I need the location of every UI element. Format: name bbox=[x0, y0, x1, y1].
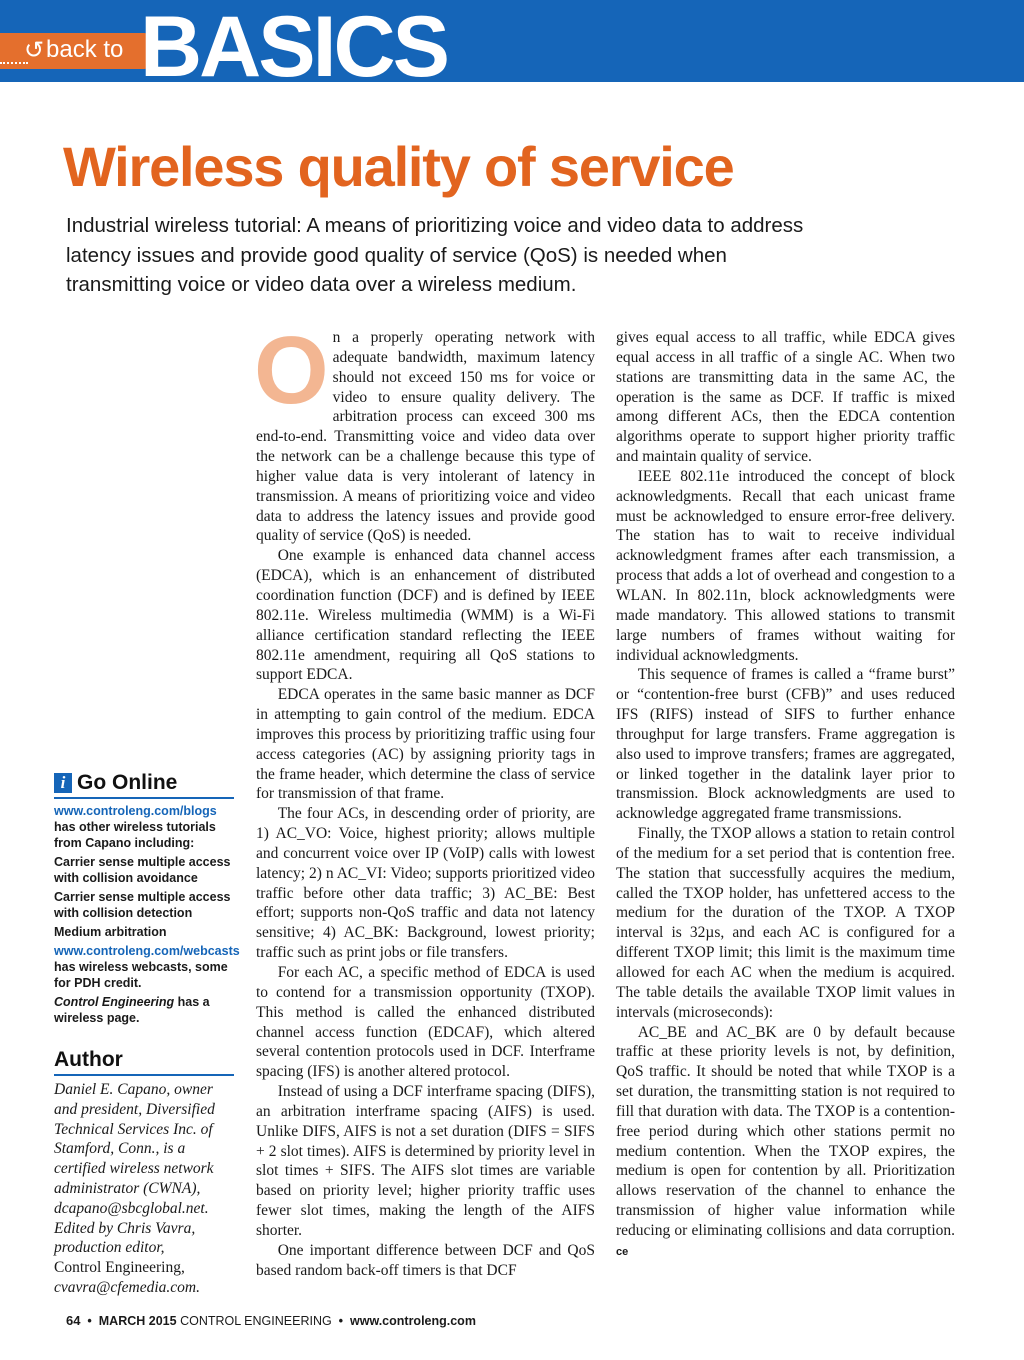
paragraph: On a properly operating network with adequate bandwidth, maximum latency should not exceed 150 ms for voice or video to ensure quality delivery. The arbitration process can exceed 300 ms end-to-end. Transmitting voice and video data over the network can be a challenge because this type of higher value data is very intolerant of latency in transmission. A means of prioritizing voice and video data to address the latency issues and provide good quality of service (QoS) is needed. bbox=[254, 317, 595, 545]
paragraph: AC_BE and AC_BK are 0 by default because traffic at these priority levels is not, by definition, QoS traffic. It should be noted that while TXOP is a set duration, the transmitting station is not required to fill that duration with data. The TXOP is a contention-free period during which other stations permit no medium contention. When the TXOP expires, the medium is open for contention by all. Prioritization allows reservation of the channel to enhance the transmission of higher value information while reducing or eliminating collisions and data corruption. ce bbox=[616, 1023, 955, 1258]
go-online-text-3 bbox=[54, 994, 234, 1026]
back-to-label: back to bbox=[46, 36, 124, 63]
info-icon: i bbox=[54, 773, 72, 793]
author-heading: Author bbox=[54, 1047, 234, 1076]
paragraph: One important difference between DCF and QoS based random back-off timers is that DCF bbox=[256, 1241, 595, 1279]
page-number: 64 bbox=[66, 1313, 81, 1328]
paragraph: EDCA operates in the same basic manner as DCF in attempting to gain control of the medium. EDCA improves this process by prioritizing traffic using four access categories (AC) by assigning priority tags in the frame header, which determine the class of service for transmission of that frame. bbox=[256, 686, 595, 803]
end-mark: ce bbox=[616, 1245, 629, 1258]
article-deck: Industrial wireless tutorial: A means of prioritizing voice and video data to address latency issues and provide good quality of service (QoS) is needed when transmitting voice or video data over a wireless medium. bbox=[66, 214, 804, 296]
bullet-separator: • bbox=[335, 1314, 347, 1328]
go-online-box bbox=[54, 770, 240, 1029]
go-online-text-1: has other wireless tutorials from Capano including: bbox=[54, 820, 216, 850]
go-online-item-2: Carrier sense multiple access with collision detection bbox=[54, 890, 231, 920]
paragraph: This sequence of frames is called a “frame burst” or “contention-free burst (CFB)” and uses reduced IFS (RIFS) instead of SIFS to further enhance throughput for large transfers. Frame aggregation is also used to improve transfers; frames are aggregated, or linked together in the datalink layer prior to transmission. Block acknowledgments are used to acknowledge aggregated frame transmissions. bbox=[616, 666, 955, 823]
back-to-button[interactable] bbox=[0, 33, 150, 69]
publication-name: CONTROL ENGINEERING bbox=[180, 1314, 332, 1328]
back-arrow-icon: ↺ bbox=[24, 36, 45, 64]
article-headline: Wireless quality of service bbox=[63, 135, 734, 198]
bullet-separator: • bbox=[83, 1314, 96, 1328]
paragraph: Instead of using a DCF interframe spacing (DIFS), an arbitration interframe spacing (AIFS) is used. Unlike DIFS, AIFS is not a set duration (DIFS = SIFS + 2 slot times). AIFS is determined by priority level in slot times + SIFS. The AIFS slot times are variable based on priority level; higher priority traffic uses fewer slot times, making the length of the AIFS shorter. bbox=[256, 1083, 595, 1239]
issue-date: MARCH 2015 bbox=[98, 1314, 177, 1328]
paragraph: IEEE 802.11e introduced the concept of block acknowledgments. Recall that each unicast frame must be acknowledged to ensure error-free delivery. The station has to wait to receive individual acknowledgment frames after each transmission, a process that adds a lot of overhead and congestion to a WLAN. In 802.11n, block acknowledgments were made mandatory. This allowed stations to transmit large numbers of frames without waiting for individual acknowledgments. bbox=[616, 467, 955, 664]
wireless-page-text: has a wireless page. bbox=[54, 995, 210, 1025]
author-bio bbox=[54, 1080, 234, 1298]
website-link[interactable]: www.controleng.com bbox=[350, 1314, 476, 1328]
article-column-1 bbox=[254, 317, 595, 1281]
author-line-4: cvavra@cfemedia.com. bbox=[54, 1278, 200, 1296]
webcasts-link[interactable]: www.controleng.com/webcasts bbox=[54, 944, 240, 958]
author-line-1: Daniel E. Capano, owner and president, Diversified Technical Services Inc. of Stamford, Conn., is a certified wireless network administrator (CWNA), dcapano@sbcglobal.net. bbox=[54, 1081, 215, 1217]
go-online-item-1: Carrier sense multiple access with collision avoidance bbox=[54, 855, 231, 885]
publication-name: Control Engineering bbox=[54, 995, 175, 1009]
paragraph: gives equal access to all traffic, while EDCA gives equal access in all traffic of a single AC. When two stations are transmitting data in the same AC, the operation is the same as DCF. If traffic is mixed among different ACs, then the EDCA contention algorithms operate to support higher priority traffic and maintain quality of service. bbox=[616, 329, 955, 466]
author-line-3: Control Engineering, bbox=[54, 1259, 185, 1277]
go-online-item-3: Medium arbitration bbox=[54, 925, 167, 939]
go-online-heading bbox=[54, 770, 234, 799]
page-footer bbox=[66, 1313, 476, 1329]
paragraph: For each AC, a specific method of EDCA is used to contend for a transmission opportunity (TXOP). This method is called the enhanced distributed channel access function (EDCAF), which altered several contention protocols used in DCF. Interframe spacing (IFS) is another altered protocol. bbox=[256, 964, 595, 1081]
paragraph: The four ACs, in descending order of priority, are 1) AC_VO: Voice, highest priority; allows multiple and concurrent voice over IP (VoIP) calls with lowest latency; 2) n AC_VI: Video; supports prioritized video traffic before other data traffic; 3) AC_BE: Best effort; supports non-QoS traffic and data not latency sensitive; 4) AC_BK: Background, lowest priority; traffic such as print jobs or file transfers. bbox=[256, 805, 595, 962]
drop-cap: O bbox=[254, 317, 329, 424]
author-box bbox=[54, 1047, 234, 1298]
blogs-link[interactable]: www.controleng.com/blogs bbox=[54, 804, 217, 818]
go-online-text-2: has wireless webcasts, some for PDH credit. bbox=[54, 960, 228, 990]
go-online-title: Go Online bbox=[77, 771, 178, 794]
paragraph: Finally, the TXOP allows a station to retain control of the medium for a set period that is contention free. The station that successfully acquires the medium, called the TXOP holder, has unfettered access to the medium for the duration of the TXOP. A TXOP interval is 32µs, and each AC is configured for a different TXOP limit; this limit is the maximum time allowed for each AC when the medium is acquired. The table details the available TXOP limit values in intervals (microseconds): bbox=[616, 825, 955, 1021]
section-banner bbox=[0, 0, 1024, 95]
author-line-2: Edited by Chris Vavra, production editor, bbox=[54, 1219, 196, 1257]
article-column-2 bbox=[616, 328, 955, 1263]
paragraph: One example is enhanced data channel access (EDCA), which is an enhancement of distributed coordination function (DCF) and is defined by IEEE 802.11e. Wireless multimedia (WMM) is a Wi-Fi alliance certification standard reflecting the IEEE 802.11e amendment, requiring all QoS stations to support EDCA. bbox=[256, 547, 595, 684]
section-title: BASICS bbox=[140, 0, 447, 95]
